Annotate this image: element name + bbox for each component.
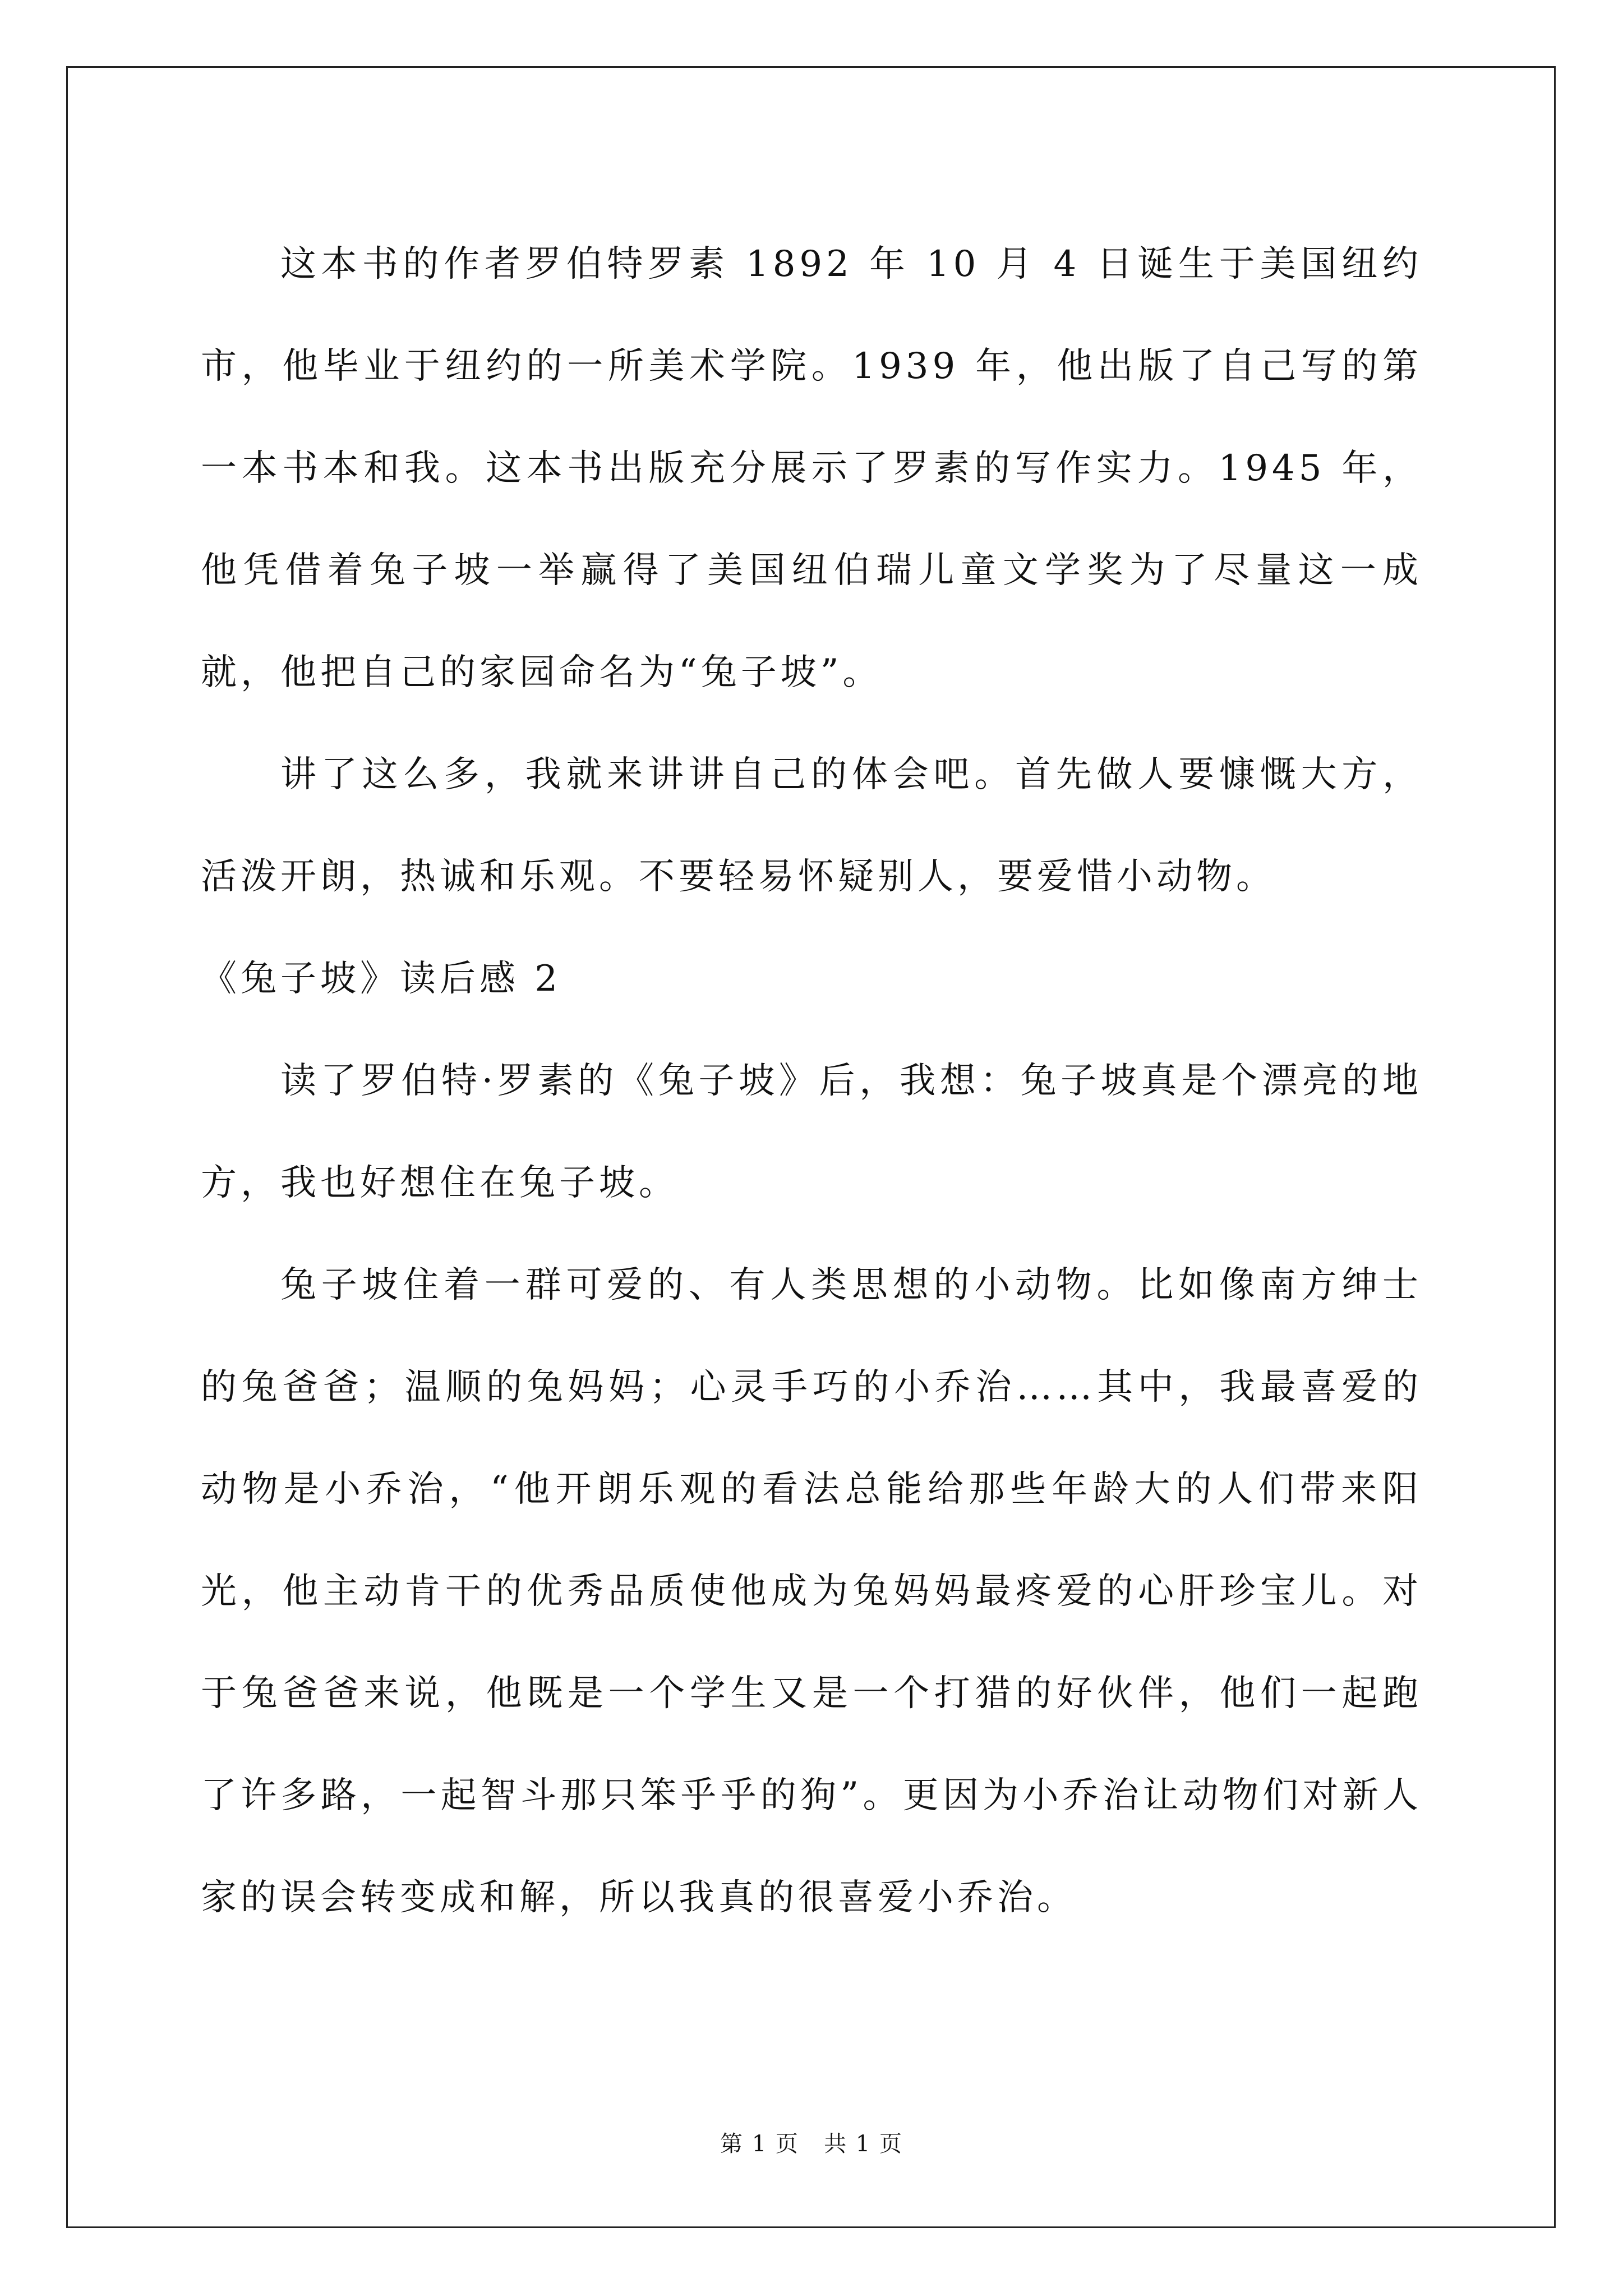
footer-spacer: [799, 2131, 824, 2157]
paragraph-characters: 兔子坡住着一群可爱的、有人类思想的小动物。比如像南方绅士的兔爸爸；温顺的兔妈妈；心灵手巧的小乔治……其中，我最喜爱的动物是小乔治，“他开朗乐观的看法总能给那些年龄大的人们带来阳光，他主动肯干的优秀品质使他成为兔妈妈最疼爱的心肝珍宝儿。对于兔爸爸来说，他既是一个学生又是一个打猎的好伙伴，他们一起跑了许多路，一起智斗那只笨乎乎的狗”。更因为小乔治让动物们对新人家的误会转变成和解，所以我真的很喜爱小乔治。: [201, 1264, 1422, 1918]
document-body: [201, 213, 1422, 1949]
paragraph-intro: 读了罗伯特·罗素的《兔子坡》后，我想：兔子坡真是个漂亮的地方，我也好想住在兔子坡。: [201, 1060, 1422, 1204]
page-number: 第 1 页: [720, 2131, 799, 2157]
total-pages: 共 1 页: [824, 2131, 903, 2157]
paragraph-reflection: 讲了这么多，我就来讲讲自己的体会吧。首先做人要慷慨大方，活泼开朗，热诚和乐观。不要轻易怀疑别人，要爱惜小动物。: [201, 754, 1422, 898]
section-heading: 《兔子坡》读后感 2: [201, 958, 562, 1000]
paragraph-author-bio: 这本书的作者罗伯特罗素 1892 年 10 月 4 日诞生于美国纽约市，他毕业于纽约的一所美术学院。1939 年，他出版了自己写的第一本书本和我。这本书出版充分展示了罗素的写作实力。1945 年，他凭借着兔子坡一举赢得了美国纽伯瑞儿童文学奖为了尽量这一成就，他把自己的家园命名为“兔子坡”。: [201, 243, 1422, 693]
page-footer: [0, 2126, 1623, 2158]
